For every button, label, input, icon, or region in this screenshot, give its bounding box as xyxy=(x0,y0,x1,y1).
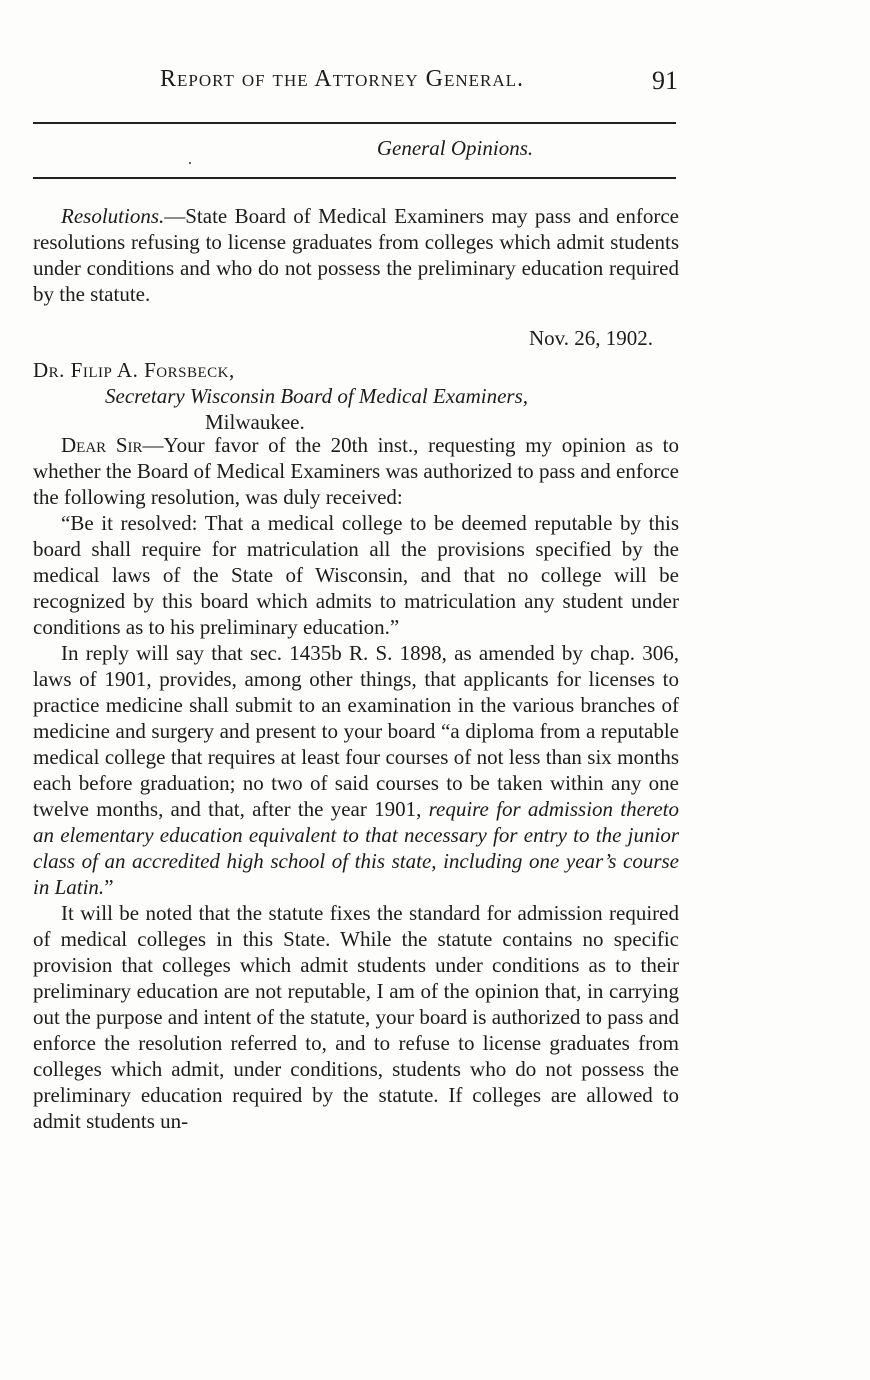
salutation: Dear Sir xyxy=(61,433,143,457)
paragraph-1-text: —Your favor of the 20th inst., requesting my opinion as to whether the Board of Medical Examiners was authorized to pass and enforce the following resolution, was duly received: xyxy=(33,433,679,509)
running-title: Report of the Attorney General. xyxy=(160,66,525,92)
syllabus-lead: Resolutions. xyxy=(61,204,165,228)
letter-date: Nov. 26, 1902. xyxy=(528,326,653,350)
print-speck xyxy=(189,162,191,164)
letter-paragraph-1 xyxy=(33,432,679,510)
addressee-block xyxy=(33,357,679,435)
letter-body xyxy=(33,432,679,1134)
paragraph-3-text: In reply will say that sec. 1435b R. S. 1898, as amended by chap. 306, laws of 1901, provides, among other things, that applicants for licenses to practice medicine shall submit to an examination in the various branches of medicine and surgery and present to your board “a diploma from a reputable medical college that requires at least four courses of not less than six months each before graduation; no two of said courses to be taken within any one twelve months, and that, after the year 1901, xyxy=(33,641,679,821)
addressee-name: Dr. Filip A. Forsbeck, xyxy=(33,358,235,382)
addressee-title: Secretary Wisconsin Board of Medical Examiners, xyxy=(105,384,529,408)
paragraph-3-end: ” xyxy=(104,875,114,899)
page-number: 91 xyxy=(652,66,678,95)
letter-paragraph-4: It will be noted that the statute fixes the standard for admission required of medical colleges in this State. While the statute contains no specific provision that colleges which admit students under conditions as to their preliminary education are not reputable, I am of the opinion that, in carrying out the purpose and intent of the statute, your board is authorized to pass and enforce the resolution referred to, and to refuse to license graduates from colleges which admit, under conditions, students who do not possess the preliminary education required by the statute. If colleges are allowed to admit students un- xyxy=(33,901,679,1133)
section-title: General Opinions. xyxy=(376,136,534,160)
paragraph-3-italic-quote: require for admission thereto an elementary education equivalent to that necessary for entry to the junior class of an accredited high school of this state, including one year’s course in Latin. xyxy=(33,797,679,899)
addressee-city: Milwaukee. xyxy=(205,410,305,434)
syllabus-text: —State Board of Medical Examiners may pass and enforce resolutions refusing to license graduates from colleges which admit students under conditions and who do not possess the preliminary education required by the statute. xyxy=(33,204,679,306)
page-header xyxy=(160,66,680,102)
bottom-rule xyxy=(33,177,676,179)
syllabus-paragraph xyxy=(33,203,679,307)
letter-paragraph-3 xyxy=(33,640,679,900)
top-rule xyxy=(33,122,676,124)
letter-paragraph-2-resolution: “Be it resolved: That a medical college to be deemed reputable by this board shall require for matriculation all the provisions specified by the medical laws of the State of Wisconsin, and that no college will be recognized by this board which admits to matriculation any student under conditions as to his preliminary education.” xyxy=(33,511,679,639)
